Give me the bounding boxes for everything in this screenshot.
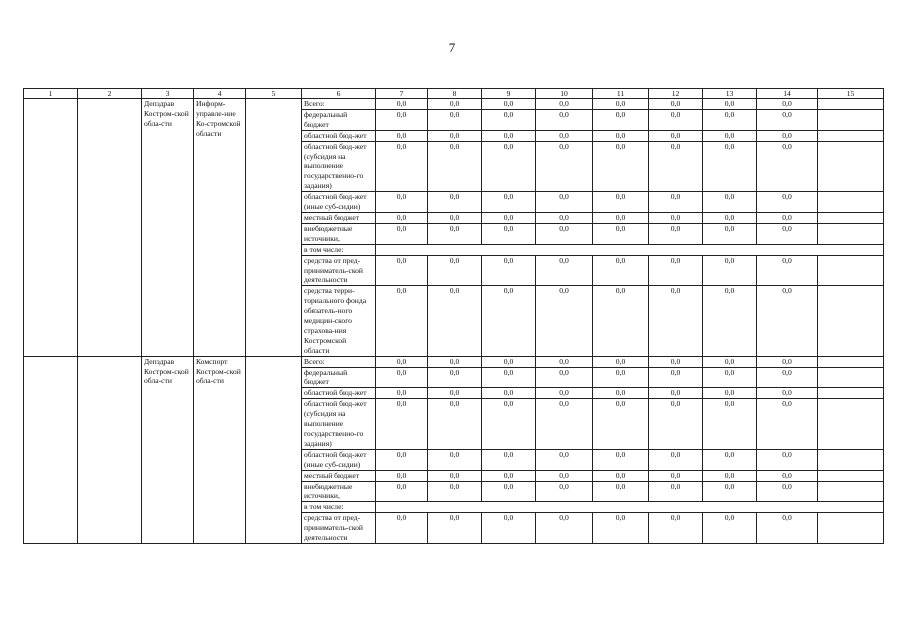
amount-cell: 0,0 (536, 449, 593, 470)
col-15-cell (818, 130, 884, 141)
amount-cell: 0,0 (536, 481, 593, 502)
amount-cell: 0,0 (757, 109, 818, 130)
amount-cell: 0,0 (703, 223, 757, 244)
col-5-cell (246, 99, 302, 357)
amount-cell: 0,0 (428, 255, 482, 286)
amount-cell: 0,0 (649, 449, 703, 470)
amount-cell: 0,0 (757, 399, 818, 450)
amount-cell: 0,0 (703, 141, 757, 192)
amount-cell: 0,0 (536, 399, 593, 450)
funding-source-label: местный бюджет (302, 470, 376, 481)
amount-cell: 0,0 (536, 255, 593, 286)
co-executor: Информ-управле-ние Ко-стромской области (194, 99, 246, 357)
amount-cell: 0,0 (703, 399, 757, 450)
column-number-1: 1 (24, 89, 78, 99)
column-number-15: 15 (818, 89, 884, 99)
amount-cell: 0,0 (649, 130, 703, 141)
amount-cell: 0,0 (376, 399, 428, 450)
amount-cell: 0,0 (482, 223, 536, 244)
amount-cell: 0,0 (482, 192, 536, 213)
merged-empty-cell (376, 244, 884, 255)
amount-cell: 0,0 (593, 513, 649, 544)
amount-cell: 0,0 (376, 449, 428, 470)
table-row (24, 99, 884, 110)
amount-cell: 0,0 (482, 399, 536, 450)
amount-cell: 0,0 (536, 513, 593, 544)
col-15-cell (818, 212, 884, 223)
column-number-5: 5 (246, 89, 302, 99)
amount-cell: 0,0 (536, 99, 593, 110)
amount-cell: 0,0 (536, 286, 593, 356)
page-number: 7 (448, 40, 456, 55)
funding-source-label: местный бюджет (302, 212, 376, 223)
amount-cell: 0,0 (428, 470, 482, 481)
amount-cell: 0,0 (703, 356, 757, 367)
col-15-cell (818, 255, 884, 286)
amount-cell: 0,0 (593, 388, 649, 399)
amount-cell: 0,0 (757, 481, 818, 502)
amount-cell: 0,0 (649, 212, 703, 223)
amount-cell: 0,0 (376, 470, 428, 481)
amount-cell: 0,0 (428, 356, 482, 367)
amount-cell: 0,0 (649, 388, 703, 399)
amount-cell: 0,0 (482, 513, 536, 544)
column-number-row (24, 89, 884, 99)
col-15-cell (818, 286, 884, 356)
amount-cell: 0,0 (757, 356, 818, 367)
amount-cell: 0,0 (482, 212, 536, 223)
amount-cell: 0,0 (593, 109, 649, 130)
amount-cell: 0,0 (757, 99, 818, 110)
column-number-7: 7 (376, 89, 428, 99)
amount-cell: 0,0 (376, 513, 428, 544)
amount-cell: 0,0 (593, 286, 649, 356)
amount-cell: 0,0 (649, 99, 703, 110)
amount-cell: 0,0 (376, 388, 428, 399)
amount-cell: 0,0 (649, 223, 703, 244)
amount-cell: 0,0 (757, 286, 818, 356)
funding-source-label: внебюджетные источники, (302, 223, 376, 244)
amount-cell: 0,0 (757, 141, 818, 192)
funding-source-label: областной бюд-жет (субсидия на выполнение государственно-го задания) (302, 141, 376, 192)
amount-cell: 0,0 (482, 388, 536, 399)
amount-cell: 0,0 (703, 513, 757, 544)
col-15-cell (818, 470, 884, 481)
amount-cell: 0,0 (376, 192, 428, 213)
amount-cell: 0,0 (649, 399, 703, 450)
amount-cell: 0,0 (536, 388, 593, 399)
amount-cell: 0,0 (593, 399, 649, 450)
amount-cell: 0,0 (536, 109, 593, 130)
amount-cell: 0,0 (482, 481, 536, 502)
amount-cell: 0,0 (703, 109, 757, 130)
amount-cell: 0,0 (428, 130, 482, 141)
funding-source-label: в том числе: (302, 502, 376, 513)
amount-cell: 0,0 (428, 192, 482, 213)
amount-cell: 0,0 (649, 141, 703, 192)
column-number-6: 6 (302, 89, 376, 99)
amount-cell: 0,0 (757, 470, 818, 481)
responsible-executor: Депздрав Костром-ской обла-сти (142, 99, 194, 357)
amount-cell: 0,0 (649, 286, 703, 356)
amount-cell: 0,0 (593, 130, 649, 141)
col-15-cell (818, 367, 884, 388)
amount-cell: 0,0 (376, 223, 428, 244)
amount-cell: 0,0 (428, 99, 482, 110)
col-1-cell (24, 99, 78, 357)
amount-cell: 0,0 (376, 286, 428, 356)
amount-cell: 0,0 (482, 367, 536, 388)
amount-cell: 0,0 (593, 449, 649, 470)
amount-cell: 0,0 (536, 356, 593, 367)
funding-source-label: средства терри-ториального фонда обязатель-ного медицин-ского страхова-ния Костромской области (302, 286, 376, 356)
amount-cell: 0,0 (649, 255, 703, 286)
amount-cell: 0,0 (593, 141, 649, 192)
amount-cell: 0,0 (649, 367, 703, 388)
funding-source-label: федеральный бюджет (302, 109, 376, 130)
amount-cell: 0,0 (482, 255, 536, 286)
col-15-cell (818, 223, 884, 244)
funding-source-label: средства от пред-приниматель-ской деятельности (302, 255, 376, 286)
amount-cell: 0,0 (593, 223, 649, 244)
amount-cell: 0,0 (428, 449, 482, 470)
amount-cell: 0,0 (482, 470, 536, 481)
amount-cell: 0,0 (482, 356, 536, 367)
col-15-cell (818, 513, 884, 544)
amount-cell: 0,0 (482, 286, 536, 356)
column-number-11: 11 (593, 89, 649, 99)
co-executor: Комспорт Костром-ской обла-сти (194, 356, 246, 543)
table-row (24, 356, 884, 367)
amount-cell: 0,0 (376, 212, 428, 223)
amount-cell: 0,0 (649, 470, 703, 481)
amount-cell: 0,0 (757, 255, 818, 286)
amount-cell: 0,0 (536, 223, 593, 244)
amount-cell: 0,0 (428, 109, 482, 130)
amount-cell: 0,0 (649, 192, 703, 213)
col-15-cell (818, 99, 884, 110)
amount-cell: 0,0 (482, 141, 536, 192)
col-15-cell (818, 192, 884, 213)
amount-cell: 0,0 (376, 255, 428, 286)
amount-cell: 0,0 (428, 141, 482, 192)
amount-cell: 0,0 (376, 130, 428, 141)
amount-cell: 0,0 (757, 513, 818, 544)
funding-source-label: областной бюд-жет (иные суб-сидии) (302, 192, 376, 213)
amount-cell: 0,0 (376, 109, 428, 130)
amount-cell: 0,0 (649, 109, 703, 130)
funding-source-label: областной бюд-жет (субсидия на выполнение государственно-го задания) (302, 399, 376, 450)
amount-cell: 0,0 (757, 367, 818, 388)
responsible-executor: Депздрав Костром-ской обла-сти (142, 356, 194, 543)
column-number-4: 4 (194, 89, 246, 99)
amount-cell: 0,0 (376, 99, 428, 110)
amount-cell: 0,0 (482, 109, 536, 130)
col-2-cell (78, 356, 142, 543)
col-15-cell (818, 399, 884, 450)
column-number-2: 2 (78, 89, 142, 99)
amount-cell: 0,0 (376, 367, 428, 388)
funding-source-label: областной бюд-жет (302, 388, 376, 399)
funding-source-label: Всего: (302, 356, 376, 367)
amount-cell: 0,0 (703, 212, 757, 223)
amount-cell: 0,0 (376, 141, 428, 192)
amount-cell: 0,0 (649, 513, 703, 544)
amount-cell: 0,0 (593, 99, 649, 110)
amount-cell: 0,0 (536, 470, 593, 481)
funding-source-label: областной бюд-жет (иные суб-сидии) (302, 449, 376, 470)
amount-cell: 0,0 (757, 130, 818, 141)
amount-cell: 0,0 (536, 212, 593, 223)
amount-cell: 0,0 (757, 449, 818, 470)
amount-cell: 0,0 (536, 141, 593, 192)
col-15-cell (818, 109, 884, 130)
amount-cell: 0,0 (593, 255, 649, 286)
column-number-9: 9 (482, 89, 536, 99)
amount-cell: 0,0 (428, 212, 482, 223)
amount-cell: 0,0 (757, 192, 818, 213)
amount-cell: 0,0 (482, 99, 536, 110)
column-number-14: 14 (757, 89, 818, 99)
funding-source-label: федеральный бюджет (302, 367, 376, 388)
amount-cell: 0,0 (703, 255, 757, 286)
amount-cell: 0,0 (536, 130, 593, 141)
col-15-cell (818, 141, 884, 192)
funding-source-label: внебюджетные источники, (302, 481, 376, 502)
amount-cell: 0,0 (593, 356, 649, 367)
amount-cell: 0,0 (482, 449, 536, 470)
col-2-cell (78, 99, 142, 357)
amount-cell: 0,0 (593, 212, 649, 223)
amount-cell: 0,0 (376, 356, 428, 367)
amount-cell: 0,0 (757, 388, 818, 399)
funding-source-label: областной бюд-жет (302, 130, 376, 141)
merged-empty-cell (376, 502, 884, 513)
funding-source-label: средства от пред-приниматель-ской деятельности (302, 513, 376, 544)
amount-cell: 0,0 (482, 130, 536, 141)
amount-cell: 0,0 (703, 286, 757, 356)
column-number-10: 10 (536, 89, 593, 99)
col-1-cell (24, 356, 78, 543)
amount-cell: 0,0 (593, 470, 649, 481)
amount-cell: 0,0 (428, 399, 482, 450)
amount-cell: 0,0 (703, 449, 757, 470)
column-number-13: 13 (703, 89, 757, 99)
amount-cell: 0,0 (593, 367, 649, 388)
amount-cell: 0,0 (428, 388, 482, 399)
amount-cell: 0,0 (593, 481, 649, 502)
amount-cell: 0,0 (536, 367, 593, 388)
amount-cell: 0,0 (757, 212, 818, 223)
col-15-cell (818, 449, 884, 470)
column-number-12: 12 (649, 89, 703, 99)
col-5-cell (246, 356, 302, 543)
amount-cell: 0,0 (703, 367, 757, 388)
amount-cell: 0,0 (536, 192, 593, 213)
col-15-cell (818, 388, 884, 399)
amount-cell: 0,0 (703, 99, 757, 110)
amount-cell: 0,0 (428, 223, 482, 244)
amount-cell: 0,0 (649, 481, 703, 502)
col-15-cell (818, 481, 884, 502)
amount-cell: 0,0 (428, 367, 482, 388)
amount-cell: 0,0 (703, 192, 757, 213)
amount-cell: 0,0 (649, 356, 703, 367)
amount-cell: 0,0 (703, 388, 757, 399)
budget-table (23, 88, 884, 544)
amount-cell: 0,0 (376, 481, 428, 502)
funding-source-label: в том числе: (302, 244, 376, 255)
column-number-3: 3 (142, 89, 194, 99)
column-number-8: 8 (428, 89, 482, 99)
amount-cell: 0,0 (703, 130, 757, 141)
amount-cell: 0,0 (703, 481, 757, 502)
amount-cell: 0,0 (428, 481, 482, 502)
funding-source-label: Всего: (302, 99, 376, 110)
amount-cell: 0,0 (703, 470, 757, 481)
col-15-cell (818, 356, 884, 367)
amount-cell: 0,0 (428, 513, 482, 544)
amount-cell: 0,0 (757, 223, 818, 244)
amount-cell: 0,0 (593, 192, 649, 213)
amount-cell: 0,0 (428, 286, 482, 356)
